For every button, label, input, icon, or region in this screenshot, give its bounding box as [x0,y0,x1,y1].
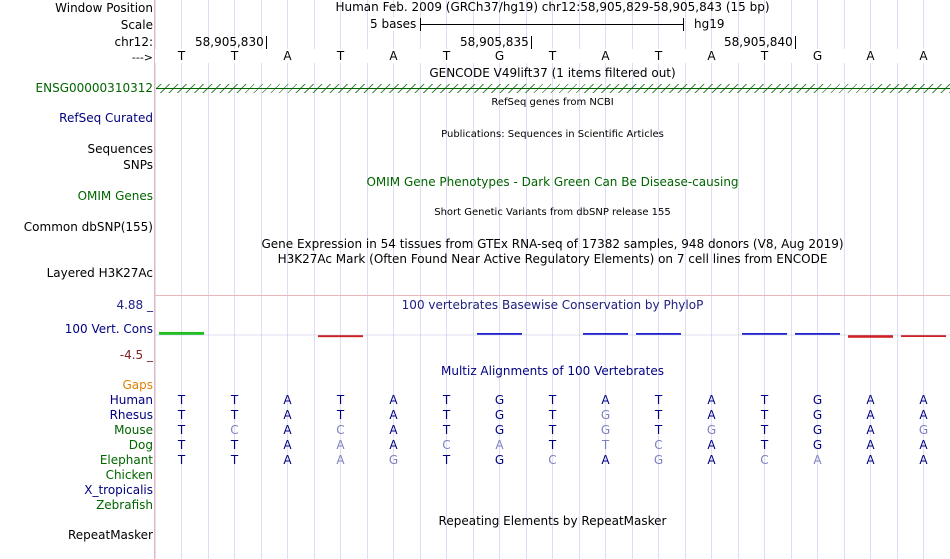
base-cell: T [155,49,208,63]
label-separator [154,0,155,559]
alignment-base: G [600,423,611,437]
alignment-base: C [230,423,239,437]
alignment-base: T [442,453,451,467]
alignment-base: T [760,438,769,452]
phylop-bar [795,333,840,335]
alignment-base: A [707,438,716,452]
alignment-base: A [707,393,716,407]
alignment-base: G [653,453,664,467]
alignment-base: A [919,408,928,422]
phylop-bar [901,335,946,337]
alignment-base: A [336,453,345,467]
position-text: Human Feb. 2009 (GRCh37/hg19) chr12:58,905,829-58,905,843 (15 bp) [335,0,770,14]
alignment-base: T [548,423,557,437]
alignment-base: A [283,423,292,437]
label-snps[interactable]: SNPs [123,158,153,172]
alignment-base: T [601,438,610,452]
species-label[interactable]: Dog [128,438,153,452]
alignment-base: T [760,393,769,407]
base-cell: T [208,49,261,63]
alignment-base: A [389,438,398,452]
alignment-base: T [177,393,186,407]
ruler-tick-3 [724,35,796,49]
alignment-base: A [919,438,928,452]
base-cell: T [632,49,685,63]
alignment-base: G [812,408,823,422]
label-arrow: ---> [131,51,153,64]
alignment-base: A [866,438,875,452]
alignment-base: A [601,453,610,467]
phylop-title: 100 vertebrates Basewise Conservation by PhyloP [401,298,704,312]
alignment-base: T [177,438,186,452]
label-cons-max: 4.88 _ [116,298,153,312]
phylop-bar [583,333,628,335]
label-cons-min: -4.5 _ [119,348,153,362]
alignment-base: G [812,393,823,407]
base-cell: T [738,49,791,63]
base-cell: T [314,49,367,63]
label-chrom: chr12: [114,35,153,49]
species-label[interactable]: Chicken [105,468,153,482]
base-cell: G [791,49,844,63]
species-label[interactable]: Elephant [99,453,153,467]
alignment-base: T [336,393,345,407]
alignment-base: C [442,438,451,452]
label-dbsnp[interactable]: Common dbSNP(155) [23,220,153,234]
alignment-base: A [389,408,398,422]
base-cell: A [579,49,632,63]
alignment-base: A [866,393,875,407]
alignment-base: T [230,393,239,407]
scale-label: 5 bases [370,17,417,31]
alignment-base: T [548,438,557,452]
alignment-base: G [494,423,505,437]
alignment-base: G [494,408,505,422]
scale-bar-left-tick [420,18,421,31]
ruler-tick-label: 58,905,830 [195,35,264,49]
alignment-base: T [177,423,186,437]
alignment-base: T [177,453,186,467]
alignment-base: T [654,408,663,422]
alignment-base: A [283,393,292,407]
phylop-bar [848,335,893,338]
alignment-base: T [442,408,451,422]
multiz-title: Multiz Alignments of 100 Vertebrates [440,364,665,378]
phylop-bar [159,332,204,335]
alignment-base: T [760,423,769,437]
alignment-base: A [707,453,716,467]
species-label[interactable]: Mouse [114,423,153,437]
alignment-base: G [494,453,505,467]
alignment-base: T [654,423,663,437]
base-cell: A [685,49,738,63]
label-ensg[interactable]: ENSG00000310312 [35,81,153,95]
alignment-base: C [548,453,557,467]
alignment-base: A [601,393,610,407]
label-cons[interactable]: 100 Vert. Cons [64,322,153,336]
ruler-tick-label: 58,905,840 [724,35,793,49]
h3k27ac-title: H3K27Ac Mark (Often Found Near Active Regulatory Elements) on 7 cell lines from ENCODE [277,252,828,266]
label-refseq[interactable]: RefSeq Curated [59,111,153,125]
alignment-base: A [919,453,928,467]
species-label[interactable]: Human [109,393,153,407]
scale-bar [420,24,684,25]
refseq-title: RefSeq genes from NCBI [491,97,614,108]
alignment-base: G [600,408,611,422]
species-label[interactable]: Zebrafish [96,498,153,512]
label-h3k27ac[interactable]: Layered H3K27Ac [46,266,153,280]
base-cell: G [473,49,526,63]
alignment-base: T [442,423,451,437]
base-cell: A [261,49,314,63]
base-cell: A [844,49,897,63]
alignment-base: A [866,423,875,437]
repeatmasker-title: Repeating Elements by RepeatMasker [438,514,667,528]
alignment-base: T [177,408,186,422]
alignment-base: T [230,453,239,467]
alignment-base: A [707,408,716,422]
label-gaps[interactable]: Gaps [122,378,153,392]
phylop-bar [742,333,787,335]
alignment-base: A [336,438,345,452]
alignment-base: C [336,423,345,437]
alignment-base: T [336,408,345,422]
species-label[interactable]: X_tropicalis [84,483,153,497]
scale-bar-right-tick [683,18,684,31]
ruler-tick-label: 58,905,835 [460,35,529,49]
assembly-label: hg19 [694,17,725,31]
alignment-base: C [654,438,663,452]
alignment-base: T [230,438,239,452]
alignment-base: A [389,423,398,437]
alignment-base: G [388,453,399,467]
alignment-base: A [919,393,928,407]
label-window-position: Window Position [55,1,153,15]
label-omim[interactable]: OMIM Genes [77,189,153,203]
alignment-base: T [230,408,239,422]
alignment-base: G [812,423,823,437]
alignment-base: A [495,438,504,452]
alignment-base: A [389,393,398,407]
gencode-title: GENCODE V49lift37 (1 items filtered out) [429,66,676,80]
dbsnp-title: Short Genetic Variants from dbSNP release 155 [434,207,671,218]
phylop-bar [636,333,681,335]
phylop-bar [318,335,363,337]
alignment-base: A [283,408,292,422]
alignment-base: G [494,393,505,407]
alignment-base: G [706,423,717,437]
label-sequences[interactable]: Sequences [87,142,153,156]
track-divider [155,295,950,296]
gtex-title: Gene Expression in 54 tissues from GTEx RNA-seq of 17382 samples, 948 donors (V8, Aug 2019) [261,237,844,251]
alignment-base: T [548,408,557,422]
ruler-tick-2 [460,35,532,49]
alignment-base: G [812,438,823,452]
species-label[interactable]: Rhesus [109,408,153,422]
alignment-base: A [283,453,292,467]
base-cell: T [526,49,579,63]
alignment-base: T [654,393,663,407]
label-repeatmasker[interactable]: RepeatMasker [67,528,153,542]
base-cell: T [420,49,473,63]
alignment-base: A [866,453,875,467]
alignment-base: T [760,408,769,422]
alignment-base: A [283,438,292,452]
alignment-base: A [866,408,875,422]
alignment-base: C [760,453,769,467]
alignment-base: G [918,423,929,437]
alignment-base: T [442,393,451,407]
phylop-bar [477,333,522,335]
publications-title: Publications: Sequences in Scientific Articles [441,129,664,140]
alignment-base: T [548,393,557,407]
base-cell: A [897,49,950,63]
alignment-base: A [813,453,822,467]
ruler-tick-1 [195,35,267,49]
label-scale: Scale [120,18,153,32]
omim-title: OMIM Gene Phenotypes - Dark Green Can Be Disease-causing [366,175,739,189]
gencode-gene-line[interactable] [156,81,950,95]
phylop-graph[interactable] [155,312,950,358]
base-cell: A [367,49,420,63]
